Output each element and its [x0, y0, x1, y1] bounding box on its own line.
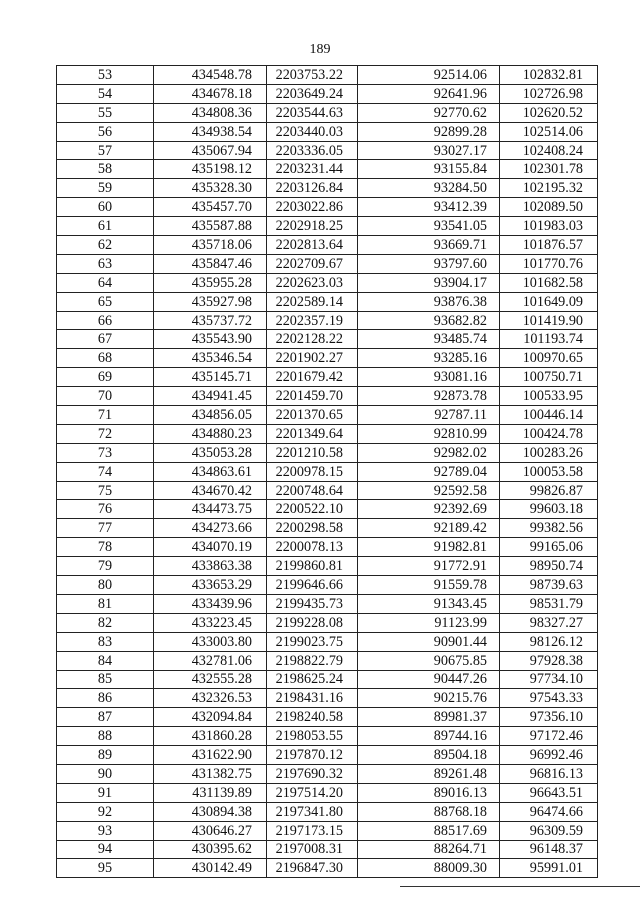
coordinate-cell: 93284.50	[358, 179, 500, 198]
coordinate-cell: 430646.27	[154, 821, 267, 840]
coordinate-cell: 2201370.65	[267, 406, 358, 425]
coordinate-cell: 432555.28	[154, 670, 267, 689]
coordinate-cell: 93904.17	[358, 273, 500, 292]
coordinate-cell: 93485.74	[358, 330, 500, 349]
point-number-cell: 53	[57, 66, 154, 85]
point-number-cell: 93	[57, 821, 154, 840]
table-row	[57, 689, 598, 708]
coordinate-cell: 435737.72	[154, 311, 267, 330]
coordinate-cell: 101419.90	[500, 311, 598, 330]
coordinate-cell: 91559.78	[358, 576, 500, 595]
coordinate-cell: 92392.69	[358, 500, 500, 519]
coordinate-cell: 430142.49	[154, 859, 267, 878]
point-number-cell: 68	[57, 349, 154, 368]
point-number-cell: 63	[57, 254, 154, 273]
table-row	[57, 122, 598, 141]
table-row	[57, 557, 598, 576]
table-row	[57, 84, 598, 103]
table-row	[57, 462, 598, 481]
coordinate-cell: 2202813.64	[267, 236, 358, 255]
coordinate-table	[56, 65, 598, 878]
coordinate-table-body	[57, 66, 598, 878]
coordinate-cell: 93797.60	[358, 254, 500, 273]
coordinate-cell: 98950.74	[500, 557, 598, 576]
coordinate-cell: 97356.10	[500, 708, 598, 727]
coordinate-cell: 433863.38	[154, 557, 267, 576]
table-row	[57, 198, 598, 217]
coordinate-cell: 434070.19	[154, 538, 267, 557]
coordinate-cell: 432781.06	[154, 651, 267, 670]
table-row	[57, 764, 598, 783]
point-number-cell: 74	[57, 462, 154, 481]
coordinate-cell: 434863.61	[154, 462, 267, 481]
point-number-cell: 77	[57, 519, 154, 538]
coordinate-cell: 96992.46	[500, 746, 598, 765]
coordinate-cell: 92810.99	[358, 424, 500, 443]
point-number-cell: 75	[57, 481, 154, 500]
table-row	[57, 651, 598, 670]
coordinate-cell: 2202623.03	[267, 273, 358, 292]
coordinate-cell: 99165.06	[500, 538, 598, 557]
coordinate-cell: 432094.84	[154, 708, 267, 727]
point-number-cell: 55	[57, 103, 154, 122]
coordinate-cell: 89504.18	[358, 746, 500, 765]
coordinate-cell: 102195.32	[500, 179, 598, 198]
point-number-cell: 72	[57, 424, 154, 443]
coordinate-cell: 93541.05	[358, 217, 500, 236]
table-row	[57, 821, 598, 840]
coordinate-cell: 434938.54	[154, 122, 267, 141]
coordinate-cell: 434273.66	[154, 519, 267, 538]
point-number-cell: 73	[57, 443, 154, 462]
table-row	[57, 481, 598, 500]
point-number-cell: 59	[57, 179, 154, 198]
point-number-cell: 62	[57, 236, 154, 255]
coordinate-cell: 2197870.12	[267, 746, 358, 765]
coordinate-cell: 92789.04	[358, 462, 500, 481]
coordinate-cell: 97543.33	[500, 689, 598, 708]
point-number-cell: 81	[57, 594, 154, 613]
coordinate-cell: 101770.76	[500, 254, 598, 273]
table-row	[57, 443, 598, 462]
coordinate-cell: 89981.37	[358, 708, 500, 727]
coordinate-cell: 96474.66	[500, 802, 598, 821]
coordinate-cell: 435955.28	[154, 273, 267, 292]
coordinate-cell: 100446.14	[500, 406, 598, 425]
coordinate-cell: 90215.76	[358, 689, 500, 708]
coordinate-cell: 430395.62	[154, 840, 267, 859]
table-row	[57, 179, 598, 198]
point-number-cell: 88	[57, 727, 154, 746]
coordinate-cell: 101649.09	[500, 292, 598, 311]
point-number-cell: 92	[57, 802, 154, 821]
coordinate-cell: 93412.39	[358, 198, 500, 217]
table-row	[57, 406, 598, 425]
table-row	[57, 160, 598, 179]
coordinate-cell: 92189.42	[358, 519, 500, 538]
table-row	[57, 217, 598, 236]
table-row	[57, 311, 598, 330]
coordinate-cell: 91343.45	[358, 594, 500, 613]
coordinate-cell: 2200522.10	[267, 500, 358, 519]
coordinate-cell: 435346.54	[154, 349, 267, 368]
coordinate-cell: 2203231.44	[267, 160, 358, 179]
coordinate-cell: 2197173.15	[267, 821, 358, 840]
coordinate-cell: 2201902.27	[267, 349, 358, 368]
coordinate-cell: 433439.96	[154, 594, 267, 613]
coordinate-cell: 92873.78	[358, 387, 500, 406]
table-row	[57, 613, 598, 632]
table-row	[57, 141, 598, 160]
table-row	[57, 708, 598, 727]
coordinate-cell: 89744.16	[358, 727, 500, 746]
coordinate-cell: 435847.46	[154, 254, 267, 273]
coordinate-cell: 2203336.05	[267, 141, 358, 160]
table-row	[57, 670, 598, 689]
point-number-cell: 87	[57, 708, 154, 727]
coordinate-cell: 101682.58	[500, 273, 598, 292]
point-number-cell: 90	[57, 764, 154, 783]
coordinate-cell: 97734.10	[500, 670, 598, 689]
coordinate-cell: 92787.11	[358, 406, 500, 425]
coordinate-cell: 2201210.58	[267, 443, 358, 462]
point-number-cell: 95	[57, 859, 154, 878]
coordinate-cell: 434880.23	[154, 424, 267, 443]
point-number-cell: 71	[57, 406, 154, 425]
coordinate-cell: 93876.38	[358, 292, 500, 311]
point-number-cell: 54	[57, 84, 154, 103]
table-row	[57, 292, 598, 311]
table-row	[57, 519, 598, 538]
coordinate-cell: 2203649.24	[267, 84, 358, 103]
coordinate-cell: 435457.70	[154, 198, 267, 217]
coordinate-cell: 2202128.22	[267, 330, 358, 349]
coordinate-cell: 93081.16	[358, 368, 500, 387]
coordinate-cell: 95991.01	[500, 859, 598, 878]
coordinate-cell: 93669.71	[358, 236, 500, 255]
coordinate-cell: 2198822.79	[267, 651, 358, 670]
coordinate-cell: 96643.51	[500, 783, 598, 802]
coordinate-cell: 98739.63	[500, 576, 598, 595]
coordinate-cell: 2203126.84	[267, 179, 358, 198]
coordinate-cell: 435328.30	[154, 179, 267, 198]
table-row	[57, 632, 598, 651]
coordinate-cell: 2201679.42	[267, 368, 358, 387]
coordinate-cell: 2197690.32	[267, 764, 358, 783]
table-row	[57, 273, 598, 292]
coordinate-cell: 96148.37	[500, 840, 598, 859]
coordinate-cell: 2197514.20	[267, 783, 358, 802]
coordinate-cell: 435198.12	[154, 160, 267, 179]
coordinate-cell: 433223.45	[154, 613, 267, 632]
page-number: 189	[309, 42, 331, 57]
coordinate-cell: 434670.42	[154, 481, 267, 500]
coordinate-cell: 100053.58	[500, 462, 598, 481]
coordinate-cell: 434678.18	[154, 84, 267, 103]
coordinate-cell: 435587.88	[154, 217, 267, 236]
coordinate-cell: 434856.05	[154, 406, 267, 425]
table-row	[57, 66, 598, 85]
point-number-cell: 57	[57, 141, 154, 160]
coordinate-cell: 2203753.22	[267, 66, 358, 85]
coordinate-cell: 100424.78	[500, 424, 598, 443]
coordinate-cell: 430894.38	[154, 802, 267, 821]
coordinate-cell: 2200978.15	[267, 462, 358, 481]
coordinate-cell: 102408.24	[500, 141, 598, 160]
point-number-cell: 61	[57, 217, 154, 236]
point-number-cell: 76	[57, 500, 154, 519]
coordinate-cell: 98126.12	[500, 632, 598, 651]
coordinate-cell: 435927.98	[154, 292, 267, 311]
coordinate-cell: 92514.06	[358, 66, 500, 85]
coordinate-cell: 2199228.08	[267, 613, 358, 632]
coordinate-cell: 93155.84	[358, 160, 500, 179]
point-number-cell: 79	[57, 557, 154, 576]
point-number-cell: 89	[57, 746, 154, 765]
coordinate-cell: 2203440.03	[267, 122, 358, 141]
coordinate-cell: 101876.57	[500, 236, 598, 255]
coordinate-cell: 2202918.25	[267, 217, 358, 236]
coordinate-cell: 432326.53	[154, 689, 267, 708]
coordinate-cell: 92899.28	[358, 122, 500, 141]
table-row	[57, 538, 598, 557]
point-number-cell: 91	[57, 783, 154, 802]
coordinate-cell: 93285.16	[358, 349, 500, 368]
coordinate-cell: 90675.85	[358, 651, 500, 670]
coordinate-cell: 93027.17	[358, 141, 500, 160]
point-number-cell: 80	[57, 576, 154, 595]
table-row	[57, 330, 598, 349]
point-number-cell: 85	[57, 670, 154, 689]
coordinate-cell: 102832.81	[500, 66, 598, 85]
coordinate-cell: 431382.75	[154, 764, 267, 783]
point-number-cell: 84	[57, 651, 154, 670]
point-number-cell: 65	[57, 292, 154, 311]
coordinate-cell: 2201349.64	[267, 424, 358, 443]
point-number-cell: 58	[57, 160, 154, 179]
point-number-cell: 78	[57, 538, 154, 557]
coordinate-cell: 433653.29	[154, 576, 267, 595]
coordinate-cell: 91123.99	[358, 613, 500, 632]
coordinate-cell: 97928.38	[500, 651, 598, 670]
table-row	[57, 576, 598, 595]
coordinate-cell: 92592.58	[358, 481, 500, 500]
coordinate-cell: 431139.89	[154, 783, 267, 802]
coordinate-cell: 92770.62	[358, 103, 500, 122]
coordinate-cell: 102301.78	[500, 160, 598, 179]
point-number-cell: 66	[57, 311, 154, 330]
coordinate-cell: 2199646.66	[267, 576, 358, 595]
coordinate-cell: 435067.94	[154, 141, 267, 160]
coordinate-cell: 91772.91	[358, 557, 500, 576]
table-row	[57, 500, 598, 519]
table-row	[57, 840, 598, 859]
coordinate-cell: 101193.74	[500, 330, 598, 349]
point-number-cell: 94	[57, 840, 154, 859]
coordinate-cell: 92982.02	[358, 443, 500, 462]
coordinate-cell: 2200748.64	[267, 481, 358, 500]
coordinate-cell: 2196847.30	[267, 859, 358, 878]
coordinate-cell: 99382.56	[500, 519, 598, 538]
coordinate-cell: 2202709.67	[267, 254, 358, 273]
coordinate-cell: 99826.87	[500, 481, 598, 500]
coordinate-cell: 434941.45	[154, 387, 267, 406]
coordinate-cell: 102726.98	[500, 84, 598, 103]
footer-rule	[400, 886, 640, 887]
point-number-cell: 82	[57, 613, 154, 632]
table-row	[57, 802, 598, 821]
coordinate-cell: 98327.27	[500, 613, 598, 632]
point-number-cell: 69	[57, 368, 154, 387]
coordinate-cell: 89016.13	[358, 783, 500, 802]
coordinate-cell: 98531.79	[500, 594, 598, 613]
table-row	[57, 387, 598, 406]
coordinate-cell: 102620.52	[500, 103, 598, 122]
coordinate-cell: 93682.82	[358, 311, 500, 330]
coordinate-cell: 2199435.73	[267, 594, 358, 613]
point-number-cell: 67	[57, 330, 154, 349]
table-row	[57, 103, 598, 122]
coordinate-cell: 2198240.58	[267, 708, 358, 727]
coordinate-cell: 431860.28	[154, 727, 267, 746]
coordinate-cell: 435145.71	[154, 368, 267, 387]
coordinate-cell: 431622.90	[154, 746, 267, 765]
coordinate-cell: 2200078.13	[267, 538, 358, 557]
table-row	[57, 746, 598, 765]
table-row	[57, 727, 598, 746]
coordinate-cell: 2197341.80	[267, 802, 358, 821]
coordinate-cell: 96816.13	[500, 764, 598, 783]
coordinate-cell: 100970.65	[500, 349, 598, 368]
point-number-cell: 83	[57, 632, 154, 651]
coordinate-cell: 2197008.31	[267, 840, 358, 859]
table-row	[57, 424, 598, 443]
coordinate-cell: 2203022.86	[267, 198, 358, 217]
point-number-cell: 60	[57, 198, 154, 217]
coordinate-cell: 102514.06	[500, 122, 598, 141]
coordinate-cell: 435543.90	[154, 330, 267, 349]
coordinate-cell: 100533.95	[500, 387, 598, 406]
coordinate-cell: 433003.80	[154, 632, 267, 651]
coordinate-cell: 2202589.14	[267, 292, 358, 311]
coordinate-cell: 435053.28	[154, 443, 267, 462]
coordinate-cell: 88009.30	[358, 859, 500, 878]
coordinate-cell: 2198431.16	[267, 689, 358, 708]
table-row	[57, 349, 598, 368]
table-row	[57, 236, 598, 255]
coordinate-cell: 101983.03	[500, 217, 598, 236]
coordinate-cell: 434548.78	[154, 66, 267, 85]
coordinate-cell: 2203544.63	[267, 103, 358, 122]
table-row	[57, 859, 598, 878]
point-number-cell: 56	[57, 122, 154, 141]
point-number-cell: 70	[57, 387, 154, 406]
coordinate-cell: 2198053.55	[267, 727, 358, 746]
point-number-cell: 86	[57, 689, 154, 708]
coordinate-cell: 90901.44	[358, 632, 500, 651]
coordinate-cell: 2202357.19	[267, 311, 358, 330]
table-row	[57, 594, 598, 613]
coordinate-cell: 2200298.58	[267, 519, 358, 538]
coordinate-cell: 2198625.24	[267, 670, 358, 689]
coordinate-cell: 99603.18	[500, 500, 598, 519]
coordinate-cell: 2199860.81	[267, 557, 358, 576]
coordinate-cell: 92641.96	[358, 84, 500, 103]
coordinate-cell: 90447.26	[358, 670, 500, 689]
coordinate-cell: 434808.36	[154, 103, 267, 122]
coordinate-cell: 97172.46	[500, 727, 598, 746]
coordinate-cell: 100750.71	[500, 368, 598, 387]
coordinate-cell: 91982.81	[358, 538, 500, 557]
coordinate-cell: 435718.06	[154, 236, 267, 255]
table-row	[57, 783, 598, 802]
coordinate-cell: 100283.26	[500, 443, 598, 462]
coordinate-cell: 96309.59	[500, 821, 598, 840]
table-row	[57, 368, 598, 387]
coordinate-cell: 102089.50	[500, 198, 598, 217]
coordinate-cell: 88264.71	[358, 840, 500, 859]
coordinate-cell: 88517.69	[358, 821, 500, 840]
coordinate-cell: 88768.18	[358, 802, 500, 821]
point-number-cell: 64	[57, 273, 154, 292]
coordinate-cell: 89261.48	[358, 764, 500, 783]
coordinate-cell: 434473.75	[154, 500, 267, 519]
table-row	[57, 254, 598, 273]
coordinate-cell: 2201459.70	[267, 387, 358, 406]
coordinate-cell: 2199023.75	[267, 632, 358, 651]
